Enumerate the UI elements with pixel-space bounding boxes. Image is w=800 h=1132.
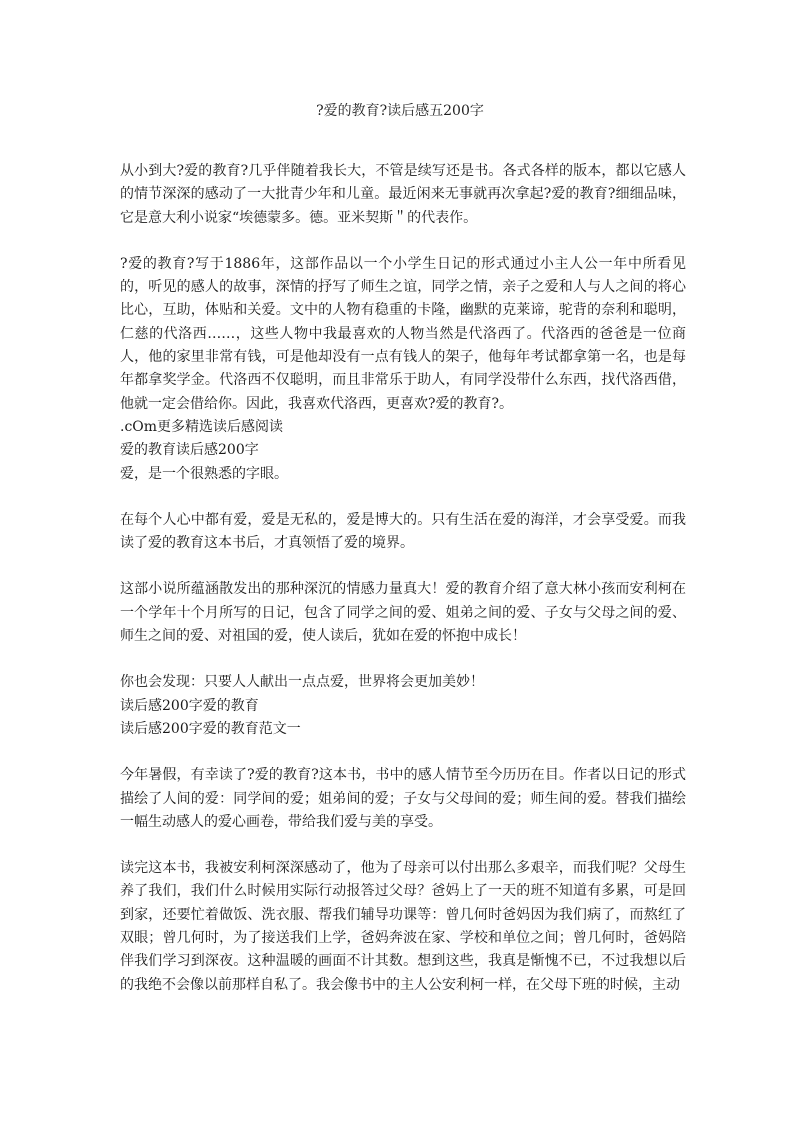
spacer [120,741,686,764]
section-heading-love-education: 爱的教育读后感200字 [120,442,259,459]
more-readings-link[interactable]: .cOm更多精选读后感阅读 [120,418,284,435]
paragraph-love-familiar: 爱，是一个很熟悉的字眼。 [120,465,288,482]
paragraph-intro: 从小到大?爱的教育?几乎伴随着我长大，不管是续写还是书。各式各样的版本，都以它感人的情节深深的感动了一大批青少年和儿童。最近闲来无事就再次拿起?爱的教育?细细品味，它是意大利小说家“埃德蒙多。德。亚米契斯＂的代表作。 [120,163,686,226]
spacer [120,486,686,509]
document-body [120,160,686,997]
paragraph-after-reading: 读完这本书，我被安利柯深深感动了，他为了母亲可以付出那么多艰辛，而我们呢？父母生养了我们，我们什么时候用实际行动报答过父母？爸妈上了一天的班不知道有多累，可是回到家，还要忙着做饭、洗衣服、帮我们辅导功课等：曾几何时爸妈因为我们病了，而熬红了双眼；曾几何时，为了接送我们上学，爸妈奔波在家、学校和单位之间；曾几何时，爸妈陪伴我们学习到深夜。这种温暖的画面不计其数。想到这些，我真是惭愧不已，不过我想以后的我绝不会像以前那样自私了。我会像书中的主人公安利柯一样，在父母下班的时候，主动 [120,860,686,993]
paragraph-world-beautiful: 你也会发现：只要人人献出一点点爱，世界将会更加美妙！ [120,674,484,691]
paragraph-love-selfless: 在每个人心中都有爱，爱是无私的，爱是博大的。只有生活在爱的海洋，才会享受爱。而我读了爱的教育这本书后，才真领悟了爱的境界。 [120,511,686,552]
paragraph-daluoxi: ?爱的教育?写于1886年，这部作品以一个小学生日记的形式通过小主人公一年中所看见的，听见的感人的故事，深情的抒写了师生之谊，同学之情，亲子之爱和人与人之间的将心比心，互助，体贴和关爱。文中的人物有稳重的卡隆，幽默的克莱谛，驼背的奈利和聪明，仁慈的代洛西……，这些人物中我最喜欢的人物当然是代洛西了。代洛西的爸爸是一位商人，他的家里非常有钱，可是他却没有一点有钱人的架子，他每年考试都拿第一名，也是每年都拿奖学金。代洛西不仅聪明，而且非常乐于助人，有同学没带什么东西，找代洛西借，他就一定会借给你。因此，我喜欢代洛西，更喜欢?爱的教育?。 [120,255,686,412]
paragraph-novel-power: 这部小说所蕴涵散发出的那种深沉的情感力量真大！爱的教育介绍了意大林小孩而安利柯在一个学年十个月所写的日记，包含了同学之间的爱、姐弟之间的爱、子女与父母之间的爱、师生之间的爱、对祖国的爱，使人读后，犹如在爱的怀抱中成长！ [120,581,686,645]
section-heading-review: 读后感200字爱的教育 [120,697,259,714]
section-heading-sample-one: 读后感200字爱的教育范文一 [120,720,301,737]
paragraph-summer: 今年暑假，有幸读了?爱的教育?这本书，书中的感人情节至今历历在目。作者以日记的形式描绘了人间的爱：同学间的爱；姐弟间的爱；子女与父母间的爱；师生间的爱。替我们描绘一幅生动感人的爱心画卷，带给我们爱与美的享受。 [120,767,686,830]
document-title: ?爱的教育?读后感五200字 [316,103,484,119]
